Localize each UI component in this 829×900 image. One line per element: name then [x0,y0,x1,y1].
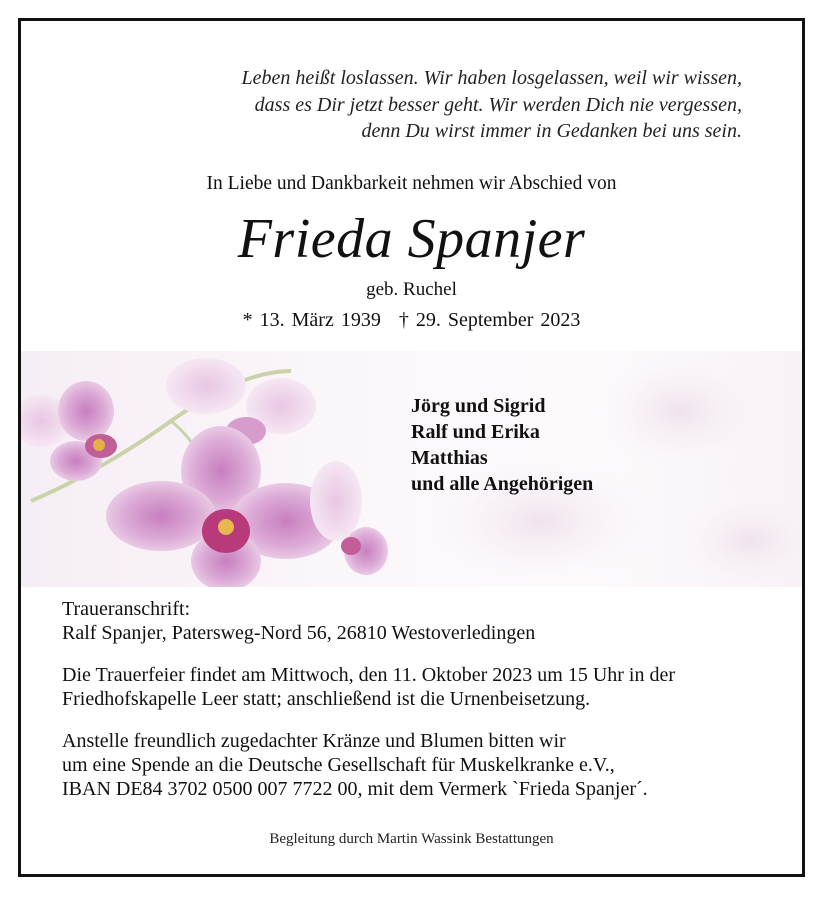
address-label: Traueranschrift: [62,598,191,620]
ceremony-notice [62,663,762,711]
maiden-name: geb. Ruchel [366,279,457,300]
donation-line: IBAN DE84 3702 0500 007 7722 00, mit dem Vermerk `Frieda Spanjer´. [62,778,648,800]
ceremony-line: Die Trauerfeier findet am Mittwoch, den 11. Oktober 2023 um 15 Uhr in der [62,664,676,686]
life-dates [21,309,802,332]
mourner-entry: und alle Angehörigen [411,473,594,495]
mourner-entry: Jörg und Sigrid [411,395,546,417]
mourning-address [62,597,762,645]
memorial-quote [241,65,742,145]
deceased-name: Frieda Spanjer [237,208,586,270]
quote-line: dass es Dir jetzt besser geht. Wir werden Dich nie vergessen, [254,93,742,116]
ceremony-line: Friedhofskapelle Leer statt; anschließend ist die Urnenbeisetzung. [62,688,591,710]
mourners-list [411,393,593,497]
quote-line: denn Du wirst immer in Gedanken bei uns sein. [361,120,742,142]
death-date: † 29. September 2023 [398,309,581,331]
donation-notice [62,729,762,801]
donation-line: um eine Spende an die Deutsche Gesellschaft für Muskelkranke e.V., [62,754,615,776]
birth-date: * 13. März 1939 [242,309,381,331]
donation-line: Anstelle freundlich zugedachter Kränze und Blumen bitten wir [62,730,566,752]
funeral-home-credit: Begleitung durch Martin Wassink Bestattungen [269,831,554,847]
quote-line: Leben heißt loslassen. Wir haben losgelassen, weil wir wissen, [241,67,742,89]
farewell-intro: In Liebe und Dankbarkeit nehmen wir Abschied von [206,173,617,194]
obituary-frame [18,18,805,877]
mourner-entry: Matthias [411,447,488,469]
address-value: Ralf Spanjer, Patersweg-Nord 56, 26810 Westoverledingen [62,622,536,644]
mourner-entry: Ralf und Erika [411,421,540,443]
